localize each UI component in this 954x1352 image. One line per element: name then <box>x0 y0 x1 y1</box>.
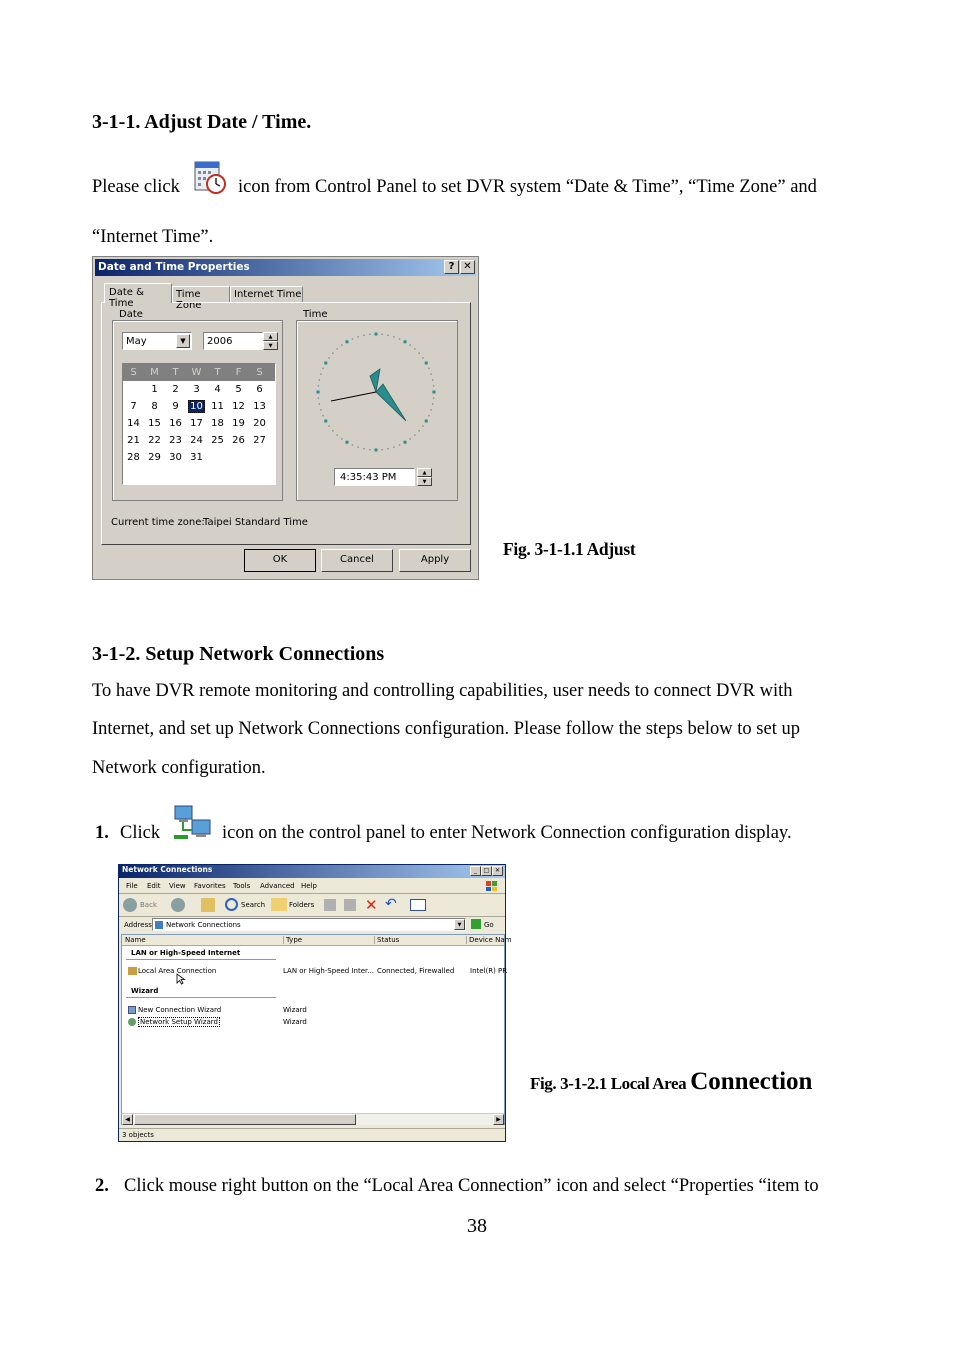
calendar-day[interactable]: 12 <box>232 401 245 412</box>
calendar-day[interactable]: 23 <box>169 435 182 446</box>
connections-list <box>121 934 512 1125</box>
calendar-day[interactable]: 9 <box>172 401 179 412</box>
back-arrow-icon[interactable] <box>123 898 137 912</box>
calendar-day[interactable]: 5 <box>235 384 242 395</box>
table-row[interactable] <box>126 1005 502 1016</box>
calendar-day[interactable]: 14 <box>127 418 140 429</box>
clock-minute-mark <box>318 385 319 386</box>
weekday-row <box>123 364 270 381</box>
section-heading-date-time: 3-1-1. Adjust Date / Time. <box>92 111 312 133</box>
time-spinner[interactable] <box>417 468 432 486</box>
menu-advanced[interactable]: Advanced <box>260 882 295 890</box>
go-arrow-icon[interactable] <box>471 919 481 929</box>
calendar-day[interactable]: 8 <box>151 401 158 412</box>
weekday-label: S <box>256 367 263 378</box>
calendar-day[interactable]: 27 <box>253 435 266 446</box>
calendar-day <box>123 381 144 398</box>
apply-button[interactable]: Apply <box>399 549 471 572</box>
clock-hour-mark <box>404 441 407 444</box>
clock-minute-mark <box>432 379 433 380</box>
clock-minute-mark <box>422 425 423 426</box>
clock-minute-mark <box>433 397 434 398</box>
calendar-week <box>123 432 270 449</box>
help-button[interactable]: ? <box>444 260 459 274</box>
clock-minute-mark <box>318 397 319 398</box>
calendar-day[interactable]: 4 <box>214 384 221 395</box>
clock-minute-mark <box>393 446 394 447</box>
clock-minute-mark <box>328 357 329 358</box>
close-icon[interactable]: ✕ <box>492 866 503 876</box>
calendar-day[interactable]: 16 <box>169 418 182 429</box>
clock-minute-mark <box>363 335 364 336</box>
clock-minute-mark <box>422 357 423 358</box>
clock-hour-mark <box>346 441 349 444</box>
network-paragraph-line-3: Network configuration. <box>92 758 266 778</box>
clock-minute-mark <box>357 336 358 337</box>
undo-icon[interactable]: ↶ <box>385 896 397 912</box>
current-time-zone-label: Current time zone: <box>111 517 205 528</box>
clock-minute-mark <box>381 334 382 335</box>
clock-minute-mark <box>381 449 382 450</box>
clock-minute-mark <box>352 444 353 445</box>
clock-hour-mark <box>425 362 428 365</box>
clock-minute-mark <box>414 434 415 435</box>
month-select[interactable] <box>122 332 192 350</box>
table-row[interactable] <box>126 1017 502 1028</box>
clock-hour-mark <box>425 420 428 423</box>
search-button-label[interactable]: Search <box>241 901 266 909</box>
tab-internet-time-label: Internet Time <box>234 289 302 300</box>
clock-minute-mark <box>409 438 410 439</box>
clock-hour-mark <box>324 362 327 365</box>
step-1-text-end: icon on the control panel to enter Network Connection configuration display. <box>222 823 792 843</box>
calendar-day[interactable]: 24 <box>190 435 203 446</box>
calendar-week <box>123 449 270 466</box>
page-number: 38 <box>467 1215 487 1237</box>
weekday-label: T <box>172 367 179 378</box>
month-value: May <box>126 336 147 347</box>
close-button[interactable]: ✕ <box>460 260 475 274</box>
clock-minute-mark <box>430 409 431 410</box>
address-label: Address <box>124 921 152 929</box>
clock-minute-mark <box>399 338 400 339</box>
address-bar <box>119 917 505 933</box>
intro-line-1-end: icon from Control Panel to set DVR system “Date & Time”, “Time Zone” and <box>238 177 817 197</box>
calendar-day <box>207 449 228 466</box>
minimize-icon[interactable]: _ <box>470 866 481 876</box>
time-value: 4:35:43 PM <box>340 472 397 483</box>
row-name: Local Area Connection <box>138 967 217 975</box>
clock-minute-mark <box>320 373 321 374</box>
wizard-icon <box>128 1006 136 1014</box>
intro-line-2: “Internet Time”. <box>92 227 214 247</box>
clock-minute-mark <box>357 446 358 447</box>
up-folder-icon[interactable] <box>201 898 215 912</box>
calendar-day[interactable]: 2 <box>172 384 179 395</box>
go-button-label[interactable]: Go <box>484 921 494 929</box>
spinner-down-icon[interactable]: ▼ <box>263 341 278 350</box>
menu-view[interactable]: View <box>169 882 186 890</box>
clock-minute-mark <box>414 348 415 349</box>
clock-minute-mark <box>332 352 333 353</box>
dialog-title-bar <box>95 259 476 276</box>
clock-minute-mark <box>428 415 429 416</box>
clock-minute-mark <box>387 335 388 336</box>
chevron-down-icon[interactable]: ▼ <box>176 334 190 348</box>
folders-button-label[interactable]: Folders <box>289 901 315 909</box>
calendar-week <box>123 415 270 432</box>
scroll-left-icon[interactable]: ◀ <box>122 1114 133 1125</box>
network-folder-icon <box>155 921 163 929</box>
clock-minute-mark <box>387 448 388 449</box>
clock-hour-mark <box>375 449 378 452</box>
network-connections-icon <box>172 804 214 842</box>
maximize-icon[interactable]: □ <box>481 866 492 876</box>
calendar-day <box>249 449 270 466</box>
calendar-day[interactable]: 7 <box>130 401 137 412</box>
calendar <box>122 363 276 485</box>
search-icon[interactable] <box>225 898 238 911</box>
step-1-text-start: Click <box>120 823 161 843</box>
figure-caption-2-small: Fig. 3-1-2.1 Local Area <box>530 1074 687 1093</box>
column-device-name[interactable]: Device Nam <box>466 936 512 944</box>
calendar-week <box>123 381 270 398</box>
clock-minute-mark <box>328 425 329 426</box>
row-type: LAN or High-Speed Inter... <box>283 967 374 975</box>
tab-date-time-label: Date & Time <box>109 287 144 309</box>
time-group-label: Time <box>303 309 328 320</box>
calendar-day[interactable]: 21 <box>127 435 140 446</box>
clock-hour-mark <box>433 391 436 394</box>
calendar-day[interactable]: 29 <box>148 452 161 463</box>
forward-arrow-icon[interactable] <box>171 898 185 912</box>
horizontal-scrollbar[interactable] <box>122 1113 504 1125</box>
status-text: 3 objects <box>122 1131 154 1139</box>
clock-minute-mark <box>319 403 320 404</box>
calendar-day[interactable]: 26 <box>232 435 245 446</box>
date-time-control-panel-icon <box>192 158 228 196</box>
windows-logo-icon <box>483 880 499 892</box>
row-device: Intel(R) PR <box>470 967 508 975</box>
intro-line-1-start: Please click <box>92 177 180 197</box>
weekday-label: F <box>235 367 242 378</box>
step-1-number: 1. <box>95 823 109 843</box>
clock-minute-mark <box>336 348 337 349</box>
tab-internet-time[interactable] <box>230 286 303 303</box>
window-title: Network Connections <box>122 865 213 874</box>
step-2-text: Click mouse right button on the “Local Area Connection” icon and select “Properties “item to <box>124 1176 819 1196</box>
weekday-label: W <box>191 367 202 378</box>
calendar-day[interactable]: 17 <box>190 418 203 429</box>
analog-clock <box>313 329 439 455</box>
calendar-day[interactable]: 28 <box>127 452 140 463</box>
clock-minute-mark <box>352 338 353 339</box>
calendar-day[interactable]: 11 <box>211 401 224 412</box>
tab-time-zone[interactable] <box>172 286 230 311</box>
list-header <box>122 935 512 946</box>
menu-bar <box>119 879 505 894</box>
address-value: Network Connections <box>166 921 241 929</box>
date-time-properties-dialog <box>92 256 479 580</box>
column-name[interactable]: Name <box>125 936 146 944</box>
step-2-number: 2. <box>95 1176 109 1196</box>
menu-favorites[interactable]: Favorites <box>194 882 226 890</box>
clock-minute-mark <box>369 334 370 335</box>
clock-minute-mark <box>432 403 433 404</box>
clock-hour-mark <box>346 340 349 343</box>
row-type: Wizard <box>283 1018 307 1026</box>
tab-time-zone-label: Time Zone <box>176 289 202 311</box>
address-field[interactable] <box>152 918 466 931</box>
menu-file[interactable]: File <box>126 882 138 890</box>
clock-minute-mark <box>418 352 419 353</box>
status-bar <box>119 1128 505 1142</box>
time-field[interactable] <box>334 468 415 486</box>
clock-hour-mark <box>375 333 378 336</box>
back-button-label[interactable]: Back <box>140 901 157 909</box>
clock-minute-mark <box>430 373 431 374</box>
year-value: 2006 <box>207 336 233 347</box>
network-connections-window <box>118 864 512 1142</box>
clock-hour-mark <box>324 420 327 423</box>
delete-icon[interactable]: ✕ <box>365 896 378 914</box>
column-status[interactable]: Status <box>374 936 399 944</box>
calendar-day[interactable]: 18 <box>211 418 224 429</box>
tab-date-time[interactable] <box>104 283 172 309</box>
group-divider <box>126 997 276 998</box>
clock-minute-mark <box>393 336 394 337</box>
clock-hour-mark <box>317 391 320 394</box>
year-spinner[interactable] <box>263 332 278 350</box>
ok-button[interactable]: OK <box>244 549 316 572</box>
toolbar <box>119 894 505 917</box>
calendar-day[interactable]: 22 <box>148 435 161 446</box>
clock-minute-mark <box>399 444 400 445</box>
chevron-down-icon[interactable]: ▼ <box>454 919 465 930</box>
group-wizard: Wizard <box>131 987 159 995</box>
calendar-days <box>123 381 270 466</box>
clock-minute-mark <box>363 448 364 449</box>
section-heading-network: 3-1-2. Setup Network Connections <box>92 643 385 665</box>
window-title-bar <box>119 865 505 878</box>
calendar-day[interactable]: 13 <box>253 401 266 412</box>
dialog-title: Date and Time Properties <box>98 261 250 273</box>
menu-help[interactable]: Help <box>301 882 317 890</box>
calendar-day[interactable]: 19 <box>232 418 245 429</box>
figure-caption-2 <box>530 1068 812 1096</box>
calendar-day[interactable]: 31 <box>190 452 203 463</box>
mouse-cursor-icon <box>176 973 186 985</box>
clock-minute-mark <box>418 430 419 431</box>
group-divider <box>126 959 276 960</box>
views-icon[interactable] <box>410 899 426 911</box>
scrollbar-thumb[interactable] <box>134 1114 356 1125</box>
clock-minute-mark <box>428 368 429 369</box>
calendar-day[interactable]: 25 <box>211 435 224 446</box>
column-type[interactable]: Type <box>283 936 302 944</box>
spinner-down-icon[interactable]: ▼ <box>417 477 432 486</box>
figure-caption-2-large: Connection <box>690 1068 813 1095</box>
wizard-icon <box>128 1018 136 1026</box>
spinner-up-icon[interactable]: ▲ <box>417 468 432 477</box>
spinner-up-icon[interactable]: ▲ <box>263 332 278 341</box>
menu-edit[interactable]: Edit <box>147 882 161 890</box>
calendar-day[interactable]: 6 <box>256 384 263 395</box>
row-type: Wizard <box>283 1006 307 1014</box>
calendar-week <box>123 398 270 415</box>
clock-minute-mark <box>341 344 342 345</box>
weekday-label: T <box>214 367 221 378</box>
cancel-button[interactable]: Cancel <box>321 549 393 572</box>
network-paragraph-line-2: Internet, and set up Network Connections configuration. Please follow the steps below to set up <box>92 719 800 739</box>
calendar-day[interactable]: 30 <box>169 452 182 463</box>
clock-hour-mark <box>404 340 407 343</box>
menu-tools[interactable]: Tools <box>233 882 251 890</box>
calendar-day <box>228 449 249 466</box>
clock-minute-mark <box>341 438 342 439</box>
clock-minute-mark <box>322 415 323 416</box>
copy-to-icon[interactable] <box>344 899 356 911</box>
weekday-label: M <box>150 367 159 378</box>
row-name: New Connection Wizard <box>138 1006 222 1014</box>
calendar-weekday-header <box>123 364 275 381</box>
clock-minute-mark <box>322 368 323 369</box>
date-group-label: Date <box>119 309 143 320</box>
calendar-day[interactable]: 3 <box>193 384 200 395</box>
clock-minute-mark <box>336 434 337 435</box>
calendar-day[interactable]: 15 <box>148 418 161 429</box>
group-lan: LAN or High-Speed Internet <box>131 949 241 957</box>
clock-minute-mark <box>369 449 370 450</box>
network-adapter-icon <box>128 967 137 975</box>
clock-minute-mark <box>409 344 410 345</box>
network-paragraph-line-1: To have DVR remote monitoring and controlling capabilities, user needs to connect DVR with <box>92 681 793 701</box>
calendar-day[interactable]: 1 <box>151 384 158 395</box>
clock-minute-mark <box>320 409 321 410</box>
move-to-icon[interactable] <box>324 899 336 911</box>
calendar-day-selected[interactable]: 10 <box>190 401 203 412</box>
row-name: Network Setup Wizard <box>140 1018 218 1026</box>
current-time-zone-value: Taipei Standard Time <box>203 517 308 528</box>
scroll-right-icon[interactable]: ▶ <box>493 1114 504 1125</box>
folders-icon[interactable] <box>271 898 287 911</box>
calendar-day[interactable]: 20 <box>253 418 266 429</box>
weekday-label: S <box>130 367 137 378</box>
clock-minute-mark <box>433 385 434 386</box>
year-field[interactable] <box>203 332 263 350</box>
clock-minute-mark <box>319 379 320 380</box>
clock-minute-mark <box>332 430 333 431</box>
row-status: Connected, Firewalled <box>377 967 455 975</box>
figure-caption-1: Fig. 3-1-1.1 Adjust <box>503 539 636 559</box>
